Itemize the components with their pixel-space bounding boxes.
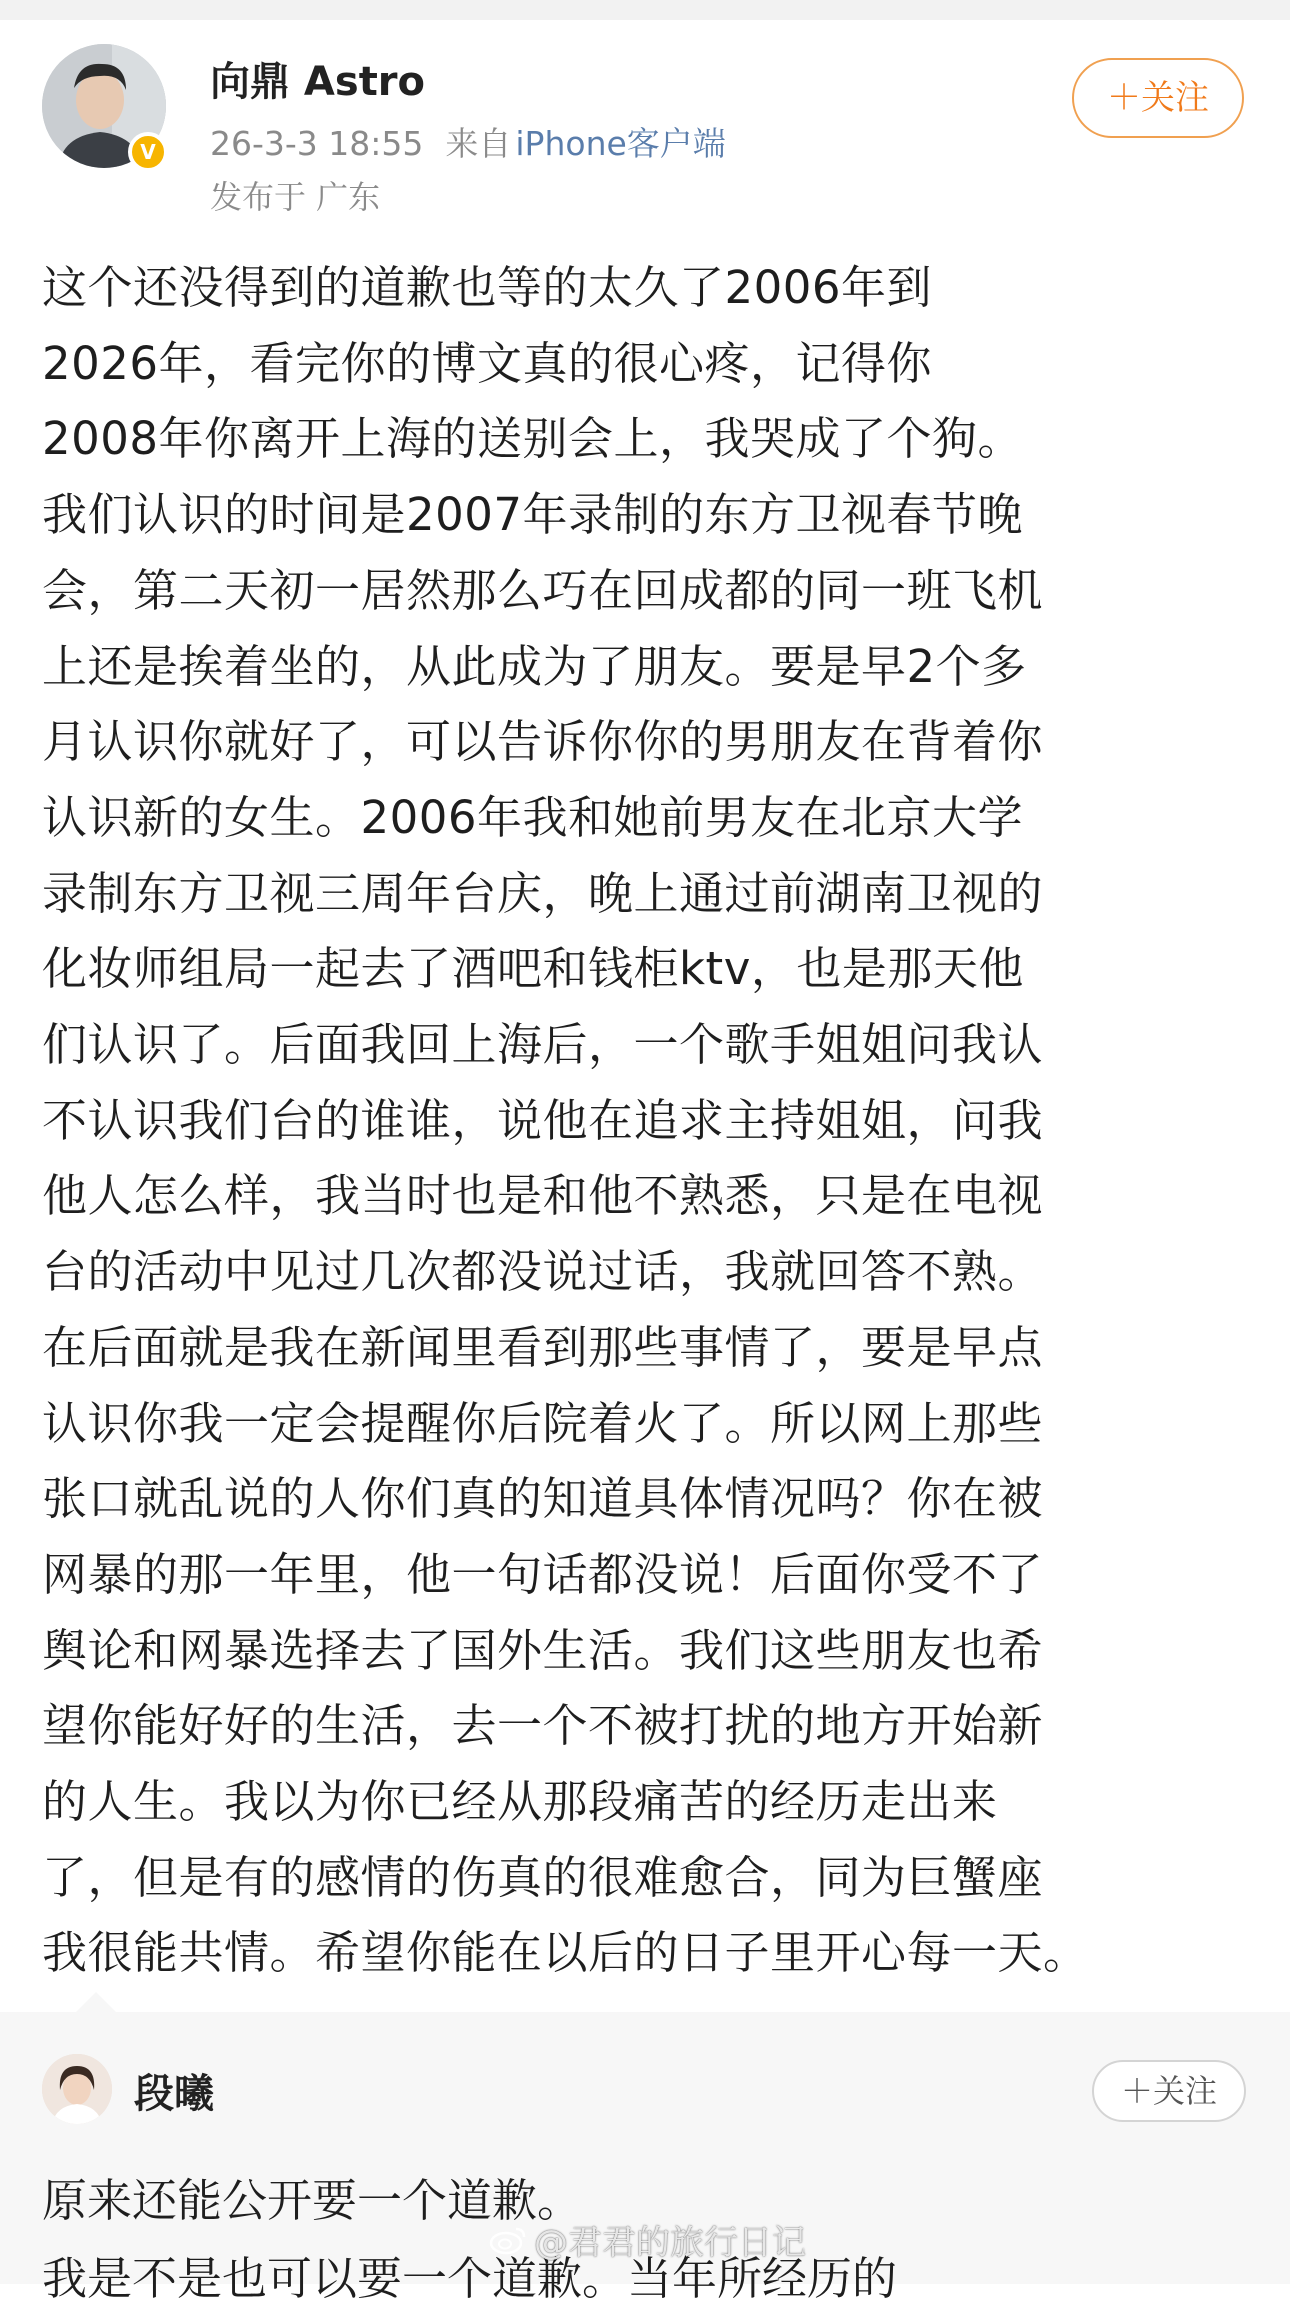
- post-body-line: 这个还没得到的道歉也等的太久了2006年到: [42, 261, 933, 314]
- quote-caret: [76, 1992, 116, 2012]
- post-body-line: 的人生。我以为你已经从那段痛苦的经历走出来: [42, 1775, 998, 1829]
- source-prefix: 来自: [445, 124, 512, 163]
- follow-button[interactable]: ＋关注: [1072, 58, 1244, 138]
- post-meta: [210, 118, 726, 165]
- user-avatar-icon: [42, 2054, 112, 2124]
- post-body-line: 我们认识的时间是2007年录制的东方卫视春节晚: [42, 488, 1024, 542]
- post-body-line: 他人怎么样，我当时也是和他不熟悉，只是在电视: [42, 1169, 1044, 1223]
- post-datetime: 26-3-3 18:55: [210, 124, 424, 163]
- post-body-line: 认识新的女生。2006年我和她前男友在北京大学: [42, 790, 1024, 844]
- post-body: [42, 250, 1262, 1991]
- post-body-line: 2026年，看完你的博文真的很心疼，记得你: [42, 336, 933, 390]
- post-body-line: 化妆师组局一起去了酒吧和钱柜ktv，也是那天他: [42, 942, 1024, 996]
- top-strip: [0, 0, 1290, 20]
- repost-text-continued: 我是不是也可以要一个道歉。当年所经历的: [42, 2252, 898, 2305]
- author-name[interactable]: 向鼎 Astro: [210, 59, 426, 105]
- post-body-line: 张口就乱说的人你们真的知道具体情况吗？你在被: [42, 1472, 1044, 1526]
- repost-text: 原来还能公开要一个道歉。: [42, 2174, 583, 2227]
- post-body-line: 在后面就是我在新闻里看到那些事情了，要是早点: [42, 1320, 1044, 1374]
- post-header: [0, 20, 1290, 225]
- repost-author-avatar[interactable]: [42, 2054, 112, 2124]
- repost-follow-button[interactable]: ＋关注: [1092, 2060, 1246, 2122]
- post-body-line: 台的活动中见过几次都没说过话，我就回答不熟。: [42, 1245, 1044, 1299]
- post-body-line: 会，第二天初一居然那么巧在回成都的同一班飞机: [42, 563, 1044, 617]
- weibo-logo-icon: [488, 2224, 528, 2265]
- source-link[interactable]: iPhone客户端: [515, 124, 726, 163]
- post-body-line: 我很能共情。希望你能在以后的日子里开心每一天。: [42, 1926, 1089, 1980]
- watermark-text: @君君的旅行日记: [534, 2223, 806, 2263]
- post-body-line: 上还是挨着坐的，从此成为了朋友。要是早2个多: [42, 639, 1027, 693]
- post-body-line: 们认识了。后面我回上海后，一个歌手姐姐问我认: [42, 1018, 1044, 1072]
- post-body-line: 了，但是有的感情的伤真的很难愈合，同为巨蟹座: [42, 1850, 1044, 1904]
- post-location: 发布于 广东: [210, 178, 381, 216]
- repost-author-name[interactable]: 段曦: [134, 2071, 214, 2117]
- verified-badge-icon: V: [128, 132, 168, 172]
- post-body-line: 望你能好好的生活，去一个不被打扰的地方开始新: [42, 1699, 1044, 1753]
- post-body-line: 舆论和网暴选择去了国外生活。我们这些朋友也希: [42, 1623, 1044, 1677]
- post-body-line: 录制东方卫视三周年台庆，晚上通过前湖南卫视的: [42, 866, 1044, 920]
- post-body-line: 网暴的那一年里，他一句话都没说！后面你受不了: [42, 1547, 1044, 1601]
- post-body-line: 不认识我们台的谁谁，说他在追求主持姐姐，问我: [42, 1093, 1044, 1147]
- post-body-line: 月认识你就好了，可以告诉你你的男朋友在背着你: [42, 715, 1044, 769]
- watermark: [488, 2215, 806, 2265]
- post-body-line: 认识你我一定会提醒你后院着火了。所以网上那些: [42, 1396, 1044, 1450]
- post-body-line: 2008年你离开上海的送别会上，我哭成了个狗。: [42, 412, 1024, 466]
